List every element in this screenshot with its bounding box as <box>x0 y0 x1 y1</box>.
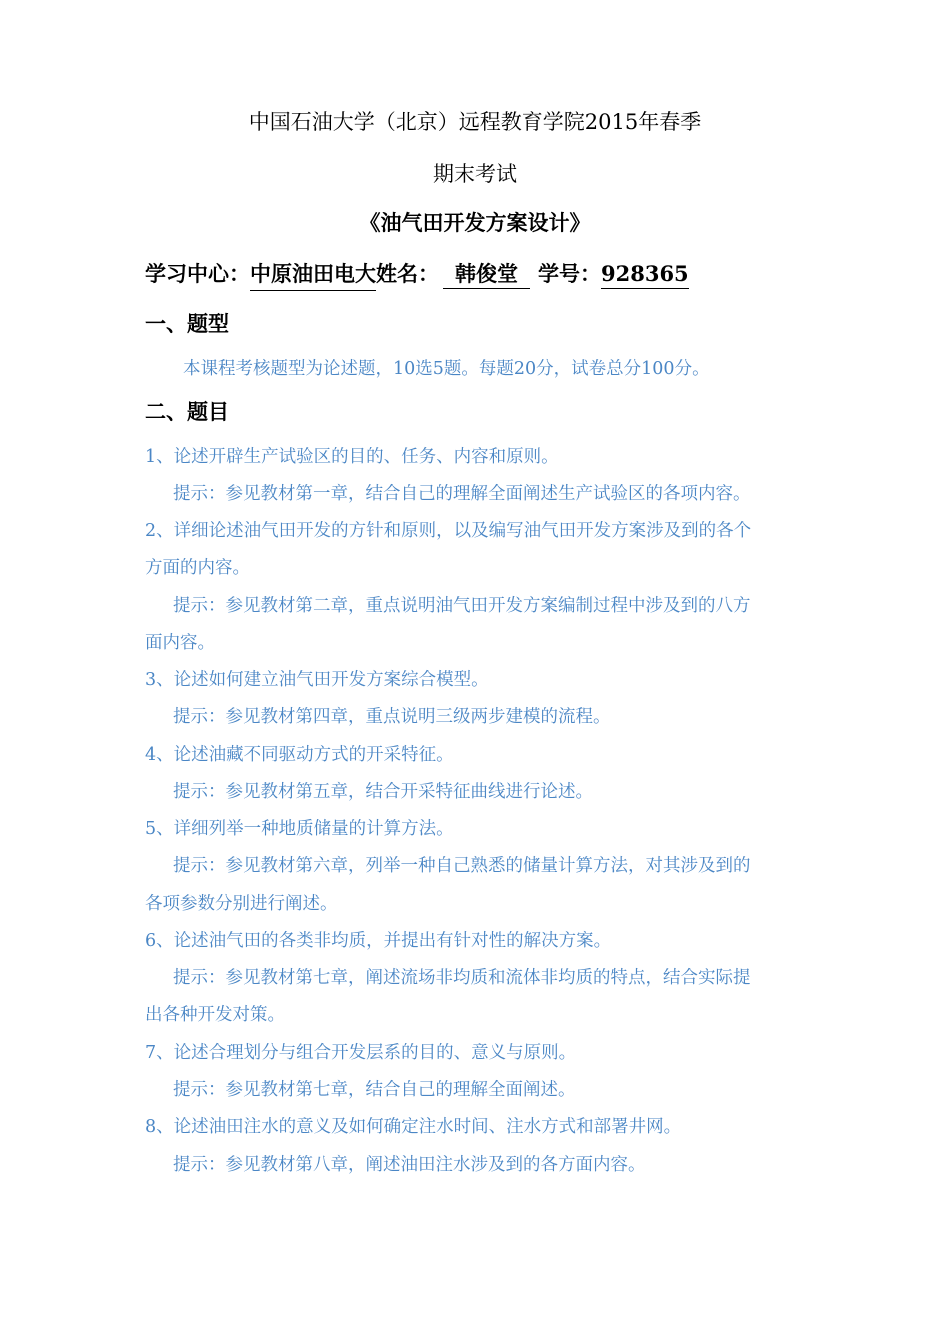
hint-3: 提示：参见教材第四章，重点说明三级两步建模的流程。 <box>173 707 611 727</box>
id-label: 学号： <box>538 261 601 286</box>
hint-2-cont: 面内容。 <box>145 633 215 653</box>
question-2-cont: 方面的内容。 <box>145 558 250 578</box>
question-1: 1、论述开辟生产试验区的目的、任务、内容和原则。 <box>145 447 559 467</box>
type-description: 本课程考核题型为论述题，10选5题。每题20分，试卷总分100分。 <box>183 359 710 379</box>
exam-title: 期末考试 <box>433 162 517 186</box>
hint-2: 提示：参见教材第二章，重点说明油气田开发方案编制过程中涉及到的八方 <box>173 596 751 616</box>
question-6: 6、论述油气田的各类非均质，并提出有针对性的解决方案。 <box>145 931 612 951</box>
section-title-type: 一、题型 <box>145 311 229 336</box>
question-2: 2、详细论述油气田开发的方针和原则，以及编写油气田开发方案涉及到的各个 <box>145 521 752 541</box>
section-title-questions: 二、题目 <box>145 399 229 424</box>
course-title: 《油气田开发方案设计》 <box>359 210 591 235</box>
hint-5-cont: 各项参数分别进行阐述。 <box>145 894 338 914</box>
hint-6: 提示：参见教材第七章，阐述流场非均质和流体非均质的特点，结合实际提 <box>173 968 751 988</box>
hint-8: 提示：参见教材第八章，阐述油田注水涉及到的各方面内容。 <box>173 1155 646 1175</box>
school-title: 中国石油大学（北京）远程教育学院2015年春季 <box>248 110 702 134</box>
hint-6-cont: 出各种开发对策。 <box>145 1005 285 1025</box>
question-3: 3、论述如何建立油气田开发方案综合模型。 <box>145 670 489 690</box>
hint-5: 提示：参见教材第六章，列举一种自己熟悉的储量计算方法，对其涉及到的 <box>173 856 751 876</box>
center-value: 中原油田电大 <box>250 258 376 291</box>
student-info <box>145 258 689 291</box>
name-value: 韩俊堂 <box>443 258 530 289</box>
question-7: 7、论述合理划分与组合开发层系的目的、意义与原则。 <box>145 1043 577 1063</box>
hint-1: 提示：参见教材第一章，结合自己的理解全面阐述生产试验区的各项内容。 <box>173 484 751 504</box>
question-8: 8、论述油田注水的意义及如何确定注水时间、注水方式和部署井网。 <box>145 1117 682 1137</box>
id-value: 928365 <box>601 261 689 289</box>
question-5: 5、详细列举一种地质储量的计算方法。 <box>145 819 454 839</box>
question-4: 4、论述油藏不同驱动方式的开采特征。 <box>145 745 454 765</box>
hint-7: 提示：参见教材第七章，结合自己的理解全面阐述。 <box>173 1080 576 1100</box>
name-label: 姓名： <box>376 261 439 286</box>
center-label: 学习中心： <box>145 261 250 286</box>
hint-4: 提示：参见教材第五章，结合开采特征曲线进行论述。 <box>173 782 593 802</box>
